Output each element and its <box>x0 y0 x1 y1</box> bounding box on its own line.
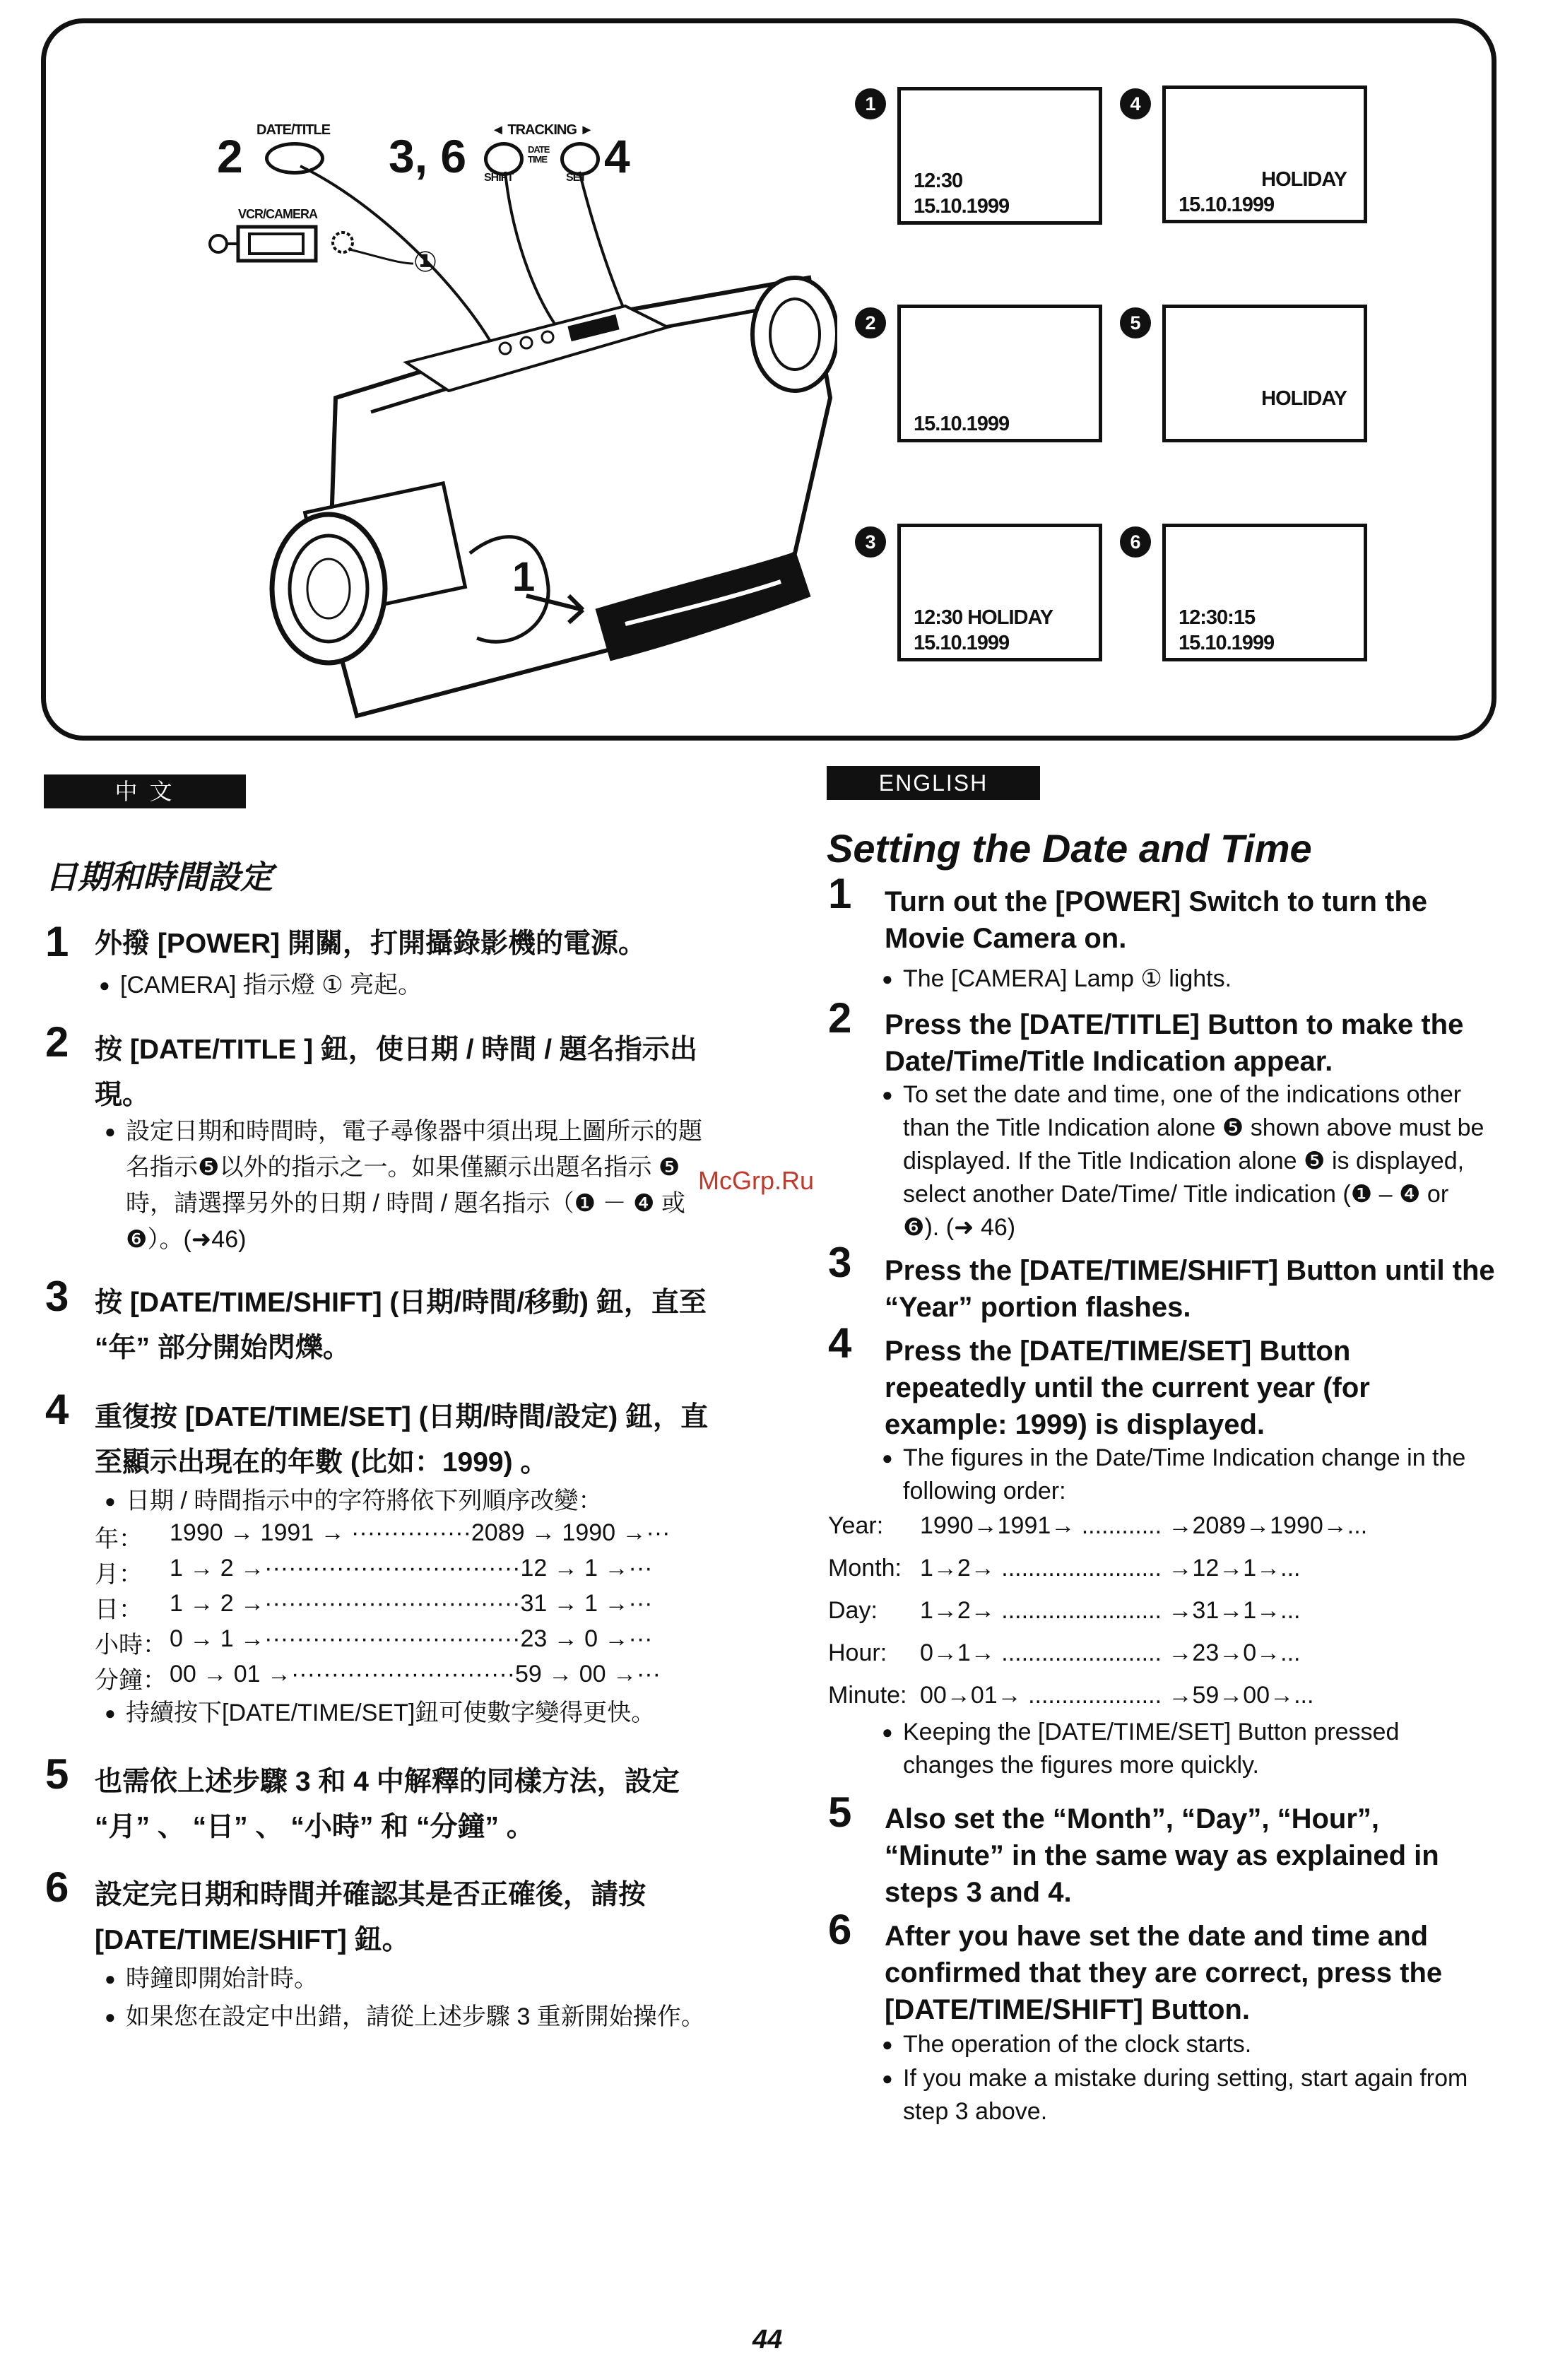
zh-seq-values: 00 → 01 →····························59 → 00 →··· <box>170 1661 661 1687</box>
en-step-text: Press the [DATE/TITLE] Button to make the Date/Time/Title Indication appear. <box>885 1009 1464 1077</box>
en-step-text: Turn out the [POWER] Switch to turn the Movie Camera on. <box>885 886 1428 954</box>
screen-badge-3: 3 <box>855 526 886 558</box>
zh-step-text: 按 [DATE/TITLE ] 鈕，使日期 / 時間 / 題名指示出現。 <box>95 1035 697 1110</box>
screen-1-time: 12:30 <box>914 170 963 192</box>
en-seq-values: 1→2→ ........................ →31→1→... <box>920 1597 1301 1624</box>
chinese-language-bar: 中 文 <box>44 774 246 808</box>
screen-4-title: HOLIDAY <box>1261 168 1347 191</box>
zh-seq-label: 年： <box>95 1526 143 1553</box>
screen-box-3 <box>897 524 1102 661</box>
date-time-label: DATE TIME <box>528 144 550 165</box>
screen-box-4 <box>1162 86 1367 223</box>
zh-step-text: 設定完日期和時間并確認其是否正確後，請按 [DATE/TIME/SHIFT] 鈕。 <box>95 1880 646 1955</box>
zh-seq-values: 1 → 2 →································31 → 1 →··· <box>170 1590 653 1617</box>
en-seq-values: 00→01→ .................... →59→00→... <box>920 1682 1314 1709</box>
zh-step-text: 按 [DATE/TIME/SHIFT] (日期/時間/移動) 鈕，直至 “年” 部分開始閃爍。 <box>95 1288 707 1363</box>
illustration-frame <box>41 18 1496 741</box>
zh-keep-pressed-note: ● 持續按下[DATE/TIME/SET]鈕可使數字變得更快。 <box>126 1696 714 1730</box>
en-step-note: ● If you make a mistake during setting, start again from step 3 above. <box>903 2062 1489 2128</box>
en-seq-values: 1→2→ ........................ →12→1→... <box>920 1555 1301 1581</box>
date-title-label: DATE/TITLE <box>256 122 331 138</box>
en-step-text: After you have set the date and time and confirmed that they are correct, press the [DATE/TIME/SHIFT] Button. <box>885 1921 1443 2025</box>
screen-box-1 <box>897 87 1102 225</box>
en-step-number: 2 <box>828 994 852 1042</box>
en-step-text: Press the [DATE/TIME/SET] Button repeatedly until the current year (for example: 1999) is displayed. <box>885 1336 1370 1440</box>
en-seq-label: Hour: <box>828 1639 887 1666</box>
zh-seq-label: 月： <box>95 1561 143 1588</box>
camcorder-drawing <box>173 101 837 723</box>
zh-step-number: 5 <box>45 1750 69 1798</box>
zh-seq-label: 分鐘： <box>95 1667 167 1694</box>
screen-2-date: 15.10.1999 <box>914 413 1010 435</box>
zh-step-text: 外撥 [POWER] 開關，打開攝錄影機的電源。 <box>95 929 646 959</box>
zh-step-note: ● 設定日期和時間時，電子尋像器中須出現上圖所示的題名指示❺以外的指示之一。如果僅顯示出題名指示 ❺ 時，請選擇另外的日期 / 時間 / 題名指示（❶ － ❹ 或 ❻）。(➜46) <box>126 1114 714 1258</box>
zh-step-number: 2 <box>45 1018 69 1066</box>
en-seq-label: Year: <box>828 1512 884 1539</box>
vcr-camera-label: VCR/CAMERA <box>238 207 318 221</box>
camera-lamp-marker: ① <box>413 247 437 278</box>
en-seq-label: Minute: <box>828 1682 907 1709</box>
zh-step-number: 4 <box>45 1386 69 1433</box>
screen-box-2 <box>897 305 1102 442</box>
screen-box-5 <box>1162 305 1367 442</box>
zh-step-note: ● 時鐘即開始計時。 <box>126 1962 714 1996</box>
en-keep-pressed-note: ● Keeping the [DATE/TIME/SET] Button pressed changes the figures more quickly. <box>903 1716 1489 1782</box>
screen-3-date: 15.10.1999 <box>914 632 1010 654</box>
en-step-note: ● The figures in the Date/Time Indication change in the following order: <box>903 1442 1489 1508</box>
hand-step-number: 1 <box>512 554 536 600</box>
page-number: 44 <box>752 2325 783 2355</box>
zh-step-note: ● 如果您在設定中出錯，請從上述步驟 3 重新開始操作。 <box>126 2000 714 2034</box>
screen-badge-1: 1 <box>855 88 886 119</box>
screen-badge-5: 5 <box>1120 307 1151 338</box>
screen-6-date: 15.10.1999 <box>1179 632 1275 654</box>
en-seq-label: Month: <box>828 1555 902 1581</box>
set-label: SET <box>566 172 586 184</box>
en-step-note: ● The operation of the clock starts. <box>903 2028 1489 2061</box>
en-step-note: ● The [CAMERA] Lamp ① lights. <box>903 962 1496 996</box>
tracking-label: ◄ TRACKING ► <box>491 122 594 138</box>
en-seq-values: 1990→1991→ ............ →2089→1990→... <box>920 1512 1368 1539</box>
shift-label: SHIFT <box>484 172 514 184</box>
screen-box-6 <box>1162 524 1367 661</box>
en-step-number: 1 <box>828 870 852 917</box>
english-language-bar: ENGLISH <box>827 766 1040 800</box>
control-number-3-6: 3, 6 <box>389 130 467 182</box>
screen-6-time: 12:30:15 <box>1179 606 1256 629</box>
en-step-number: 6 <box>828 1906 852 1953</box>
screen-1-date: 15.10.1999 <box>914 195 1010 218</box>
zh-step-note: ● 日期 / 時間指示中的字符將依下列順序改變： <box>126 1484 714 1518</box>
chinese-title: 日期和時間設定 <box>45 859 273 895</box>
zh-step-text: 重復按 [DATE/TIME/SET] (日期/時間/設定) 鈕，直至顯示出現在的年數 (比如：1999) 。 <box>95 1402 709 1478</box>
zh-seq-label: 小時： <box>95 1632 167 1659</box>
zh-seq-values: 1 → 2 →································12 → 1 →··· <box>170 1555 653 1581</box>
zh-step-number: 3 <box>45 1273 69 1320</box>
english-title: Setting the Date and Time <box>827 826 1312 871</box>
zh-seq-values: 1990 → 1991 → ···············2089 → 1990 →··· <box>170 1519 671 1546</box>
en-step-number: 5 <box>828 1789 852 1836</box>
screen-5-title: HOLIDAY <box>1261 387 1347 410</box>
screen-badge-4: 4 <box>1120 88 1151 119</box>
camcorder-illustration <box>173 101 837 723</box>
zh-step-note: ● [CAMERA] 指示燈 ① 亮起。 <box>120 968 714 1002</box>
en-step-number: 4 <box>828 1319 852 1367</box>
zh-step-number: 6 <box>45 1863 69 1911</box>
zh-step-text: 也需依上述步驟 3 和 4 中解釋的同樣方法，設定 “月” 、 “日” 、 “小時” 和 “分鐘” 。 <box>95 1767 680 1842</box>
en-step-number: 3 <box>828 1239 852 1286</box>
control-number-2: 2 <box>217 130 243 182</box>
screen-3-time-title: 12:30 HOLIDAY <box>914 606 1053 629</box>
screen-4-date: 15.10.1999 <box>1179 194 1275 216</box>
zh-step-number: 1 <box>45 918 69 965</box>
control-number-4: 4 <box>604 130 630 182</box>
en-step-note: ● To set the date and time, one of the indications other than the Title Indication alone ❺ shown above must be displayed. If the Title Indication alone ❺ is displayed, select another Date/Time/ Title indication (❶ – ❹ or ❻). (➜ 46) <box>903 1078 1489 1244</box>
en-seq-values: 0→1→ ........................ →23→0→... <box>920 1639 1301 1666</box>
zh-seq-values: 0 → 1 →································23 → 0 →··· <box>170 1625 653 1652</box>
en-seq-label: Day: <box>828 1597 878 1624</box>
watermark: McGrp.Ru <box>698 1166 815 1195</box>
en-step-text: Also set the “Month”, “Day”, “Hour”, “Minute” in the same way as explained in steps 3 and 4. <box>885 1803 1439 1908</box>
zh-seq-label: 日： <box>95 1596 143 1623</box>
screen-badge-2: 2 <box>855 307 886 338</box>
en-step-text: Press the [DATE/TIME/SHIFT] Button until the “Year” portion flashes. <box>885 1255 1495 1323</box>
screen-badge-6: 6 <box>1120 526 1151 558</box>
